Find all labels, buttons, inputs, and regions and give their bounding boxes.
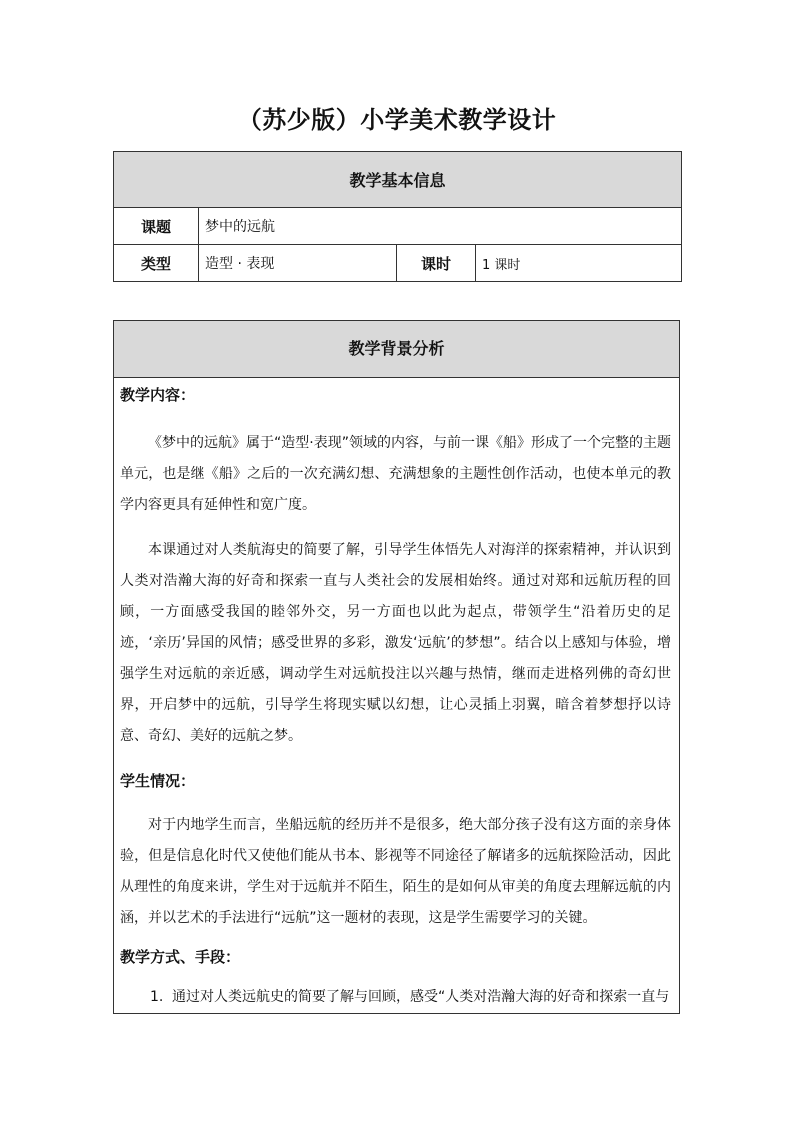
basic-info-table <box>113 151 682 282</box>
type-value: 造型 · 表现 <box>199 245 397 282</box>
hours-value: 1 课时 <box>476 245 682 282</box>
content-paragraph-1: 《梦中的远航》属于“造型·表现”领域的内容，与前一课《船》形成了一个完整的主题单元，也是继《船》之后的一次充满幻想、充满想象的主题性创作活动，也使本单元的教学内容更具有延伸性和宽广度。 <box>120 435 671 513</box>
basic-info-header-row <box>114 152 682 208</box>
topic-label: 课题 <box>114 208 199 245</box>
method-item-1-number: 1. <box>150 989 164 1005</box>
method-list-item-1 <box>120 982 671 1013</box>
document-title: （苏少版）小学美术教学设计 <box>237 106 557 134</box>
background-analysis-header: 教学背景分析 <box>114 321 679 378</box>
hours-label: 课时 <box>397 245 476 282</box>
content-paragraph-2: 本课通过对人类航海史的简要了解，引导学生体悟先人对海洋的探索精神，并认识到人类对浩瀚大海的好奇和探索一直与人类社会的发展相始终。通过对郑和远航历程的回顾，一方面感受我国的睦邻外交，另一方面也以此为起点，带领学生“沿着历史的足迹，‘亲历’异国的风情；感受世界的多彩，激发‘远航’的梦想”。结合以上感知与体验，增强学生对远航的亲近感，调动学生对远航投注以兴趣与热情，继而走进格列佛的奇幻世界，开启梦中的远航，引导学生将现实赋以幻想，让心灵插上羽翼，暗含着梦想抒以诗意、奇幻、美好的远航之梦。 <box>120 542 671 744</box>
topic-row <box>114 208 682 245</box>
method-item-1-text: 通过对人类远航史的简要了解与回顾，感受“人类对浩瀚大海的好奇和探索一直与 <box>172 989 670 1005</box>
type-label: 类型 <box>114 245 199 282</box>
basic-info-header: 教学基本信息 <box>114 152 682 208</box>
topic-value: 梦中的远航 <box>199 208 682 245</box>
method-heading: 教学方式、手段： <box>120 948 241 966</box>
content-heading: 教学内容： <box>120 386 196 404</box>
background-analysis-table <box>113 320 680 1014</box>
type-row <box>114 245 682 282</box>
background-analysis-body <box>114 380 679 1013</box>
student-heading: 学生情况： <box>120 772 196 790</box>
student-paragraph-1: 对于内地学生而言，坐船远航的经历并不是很多，绝大部分孩子没有这方面的亲身体验，但是信息化时代又使他们能从书本、影视等不同途径了解诸多的远航探险活动，因此从理性的角度来讲，学生对于远航并不陌生，陌生的是如何从审美的角度去理解远航的内涵，并以艺术的手法进行“远航”这一题材的表现，这是学生需要学习的关键。 <box>120 817 671 926</box>
